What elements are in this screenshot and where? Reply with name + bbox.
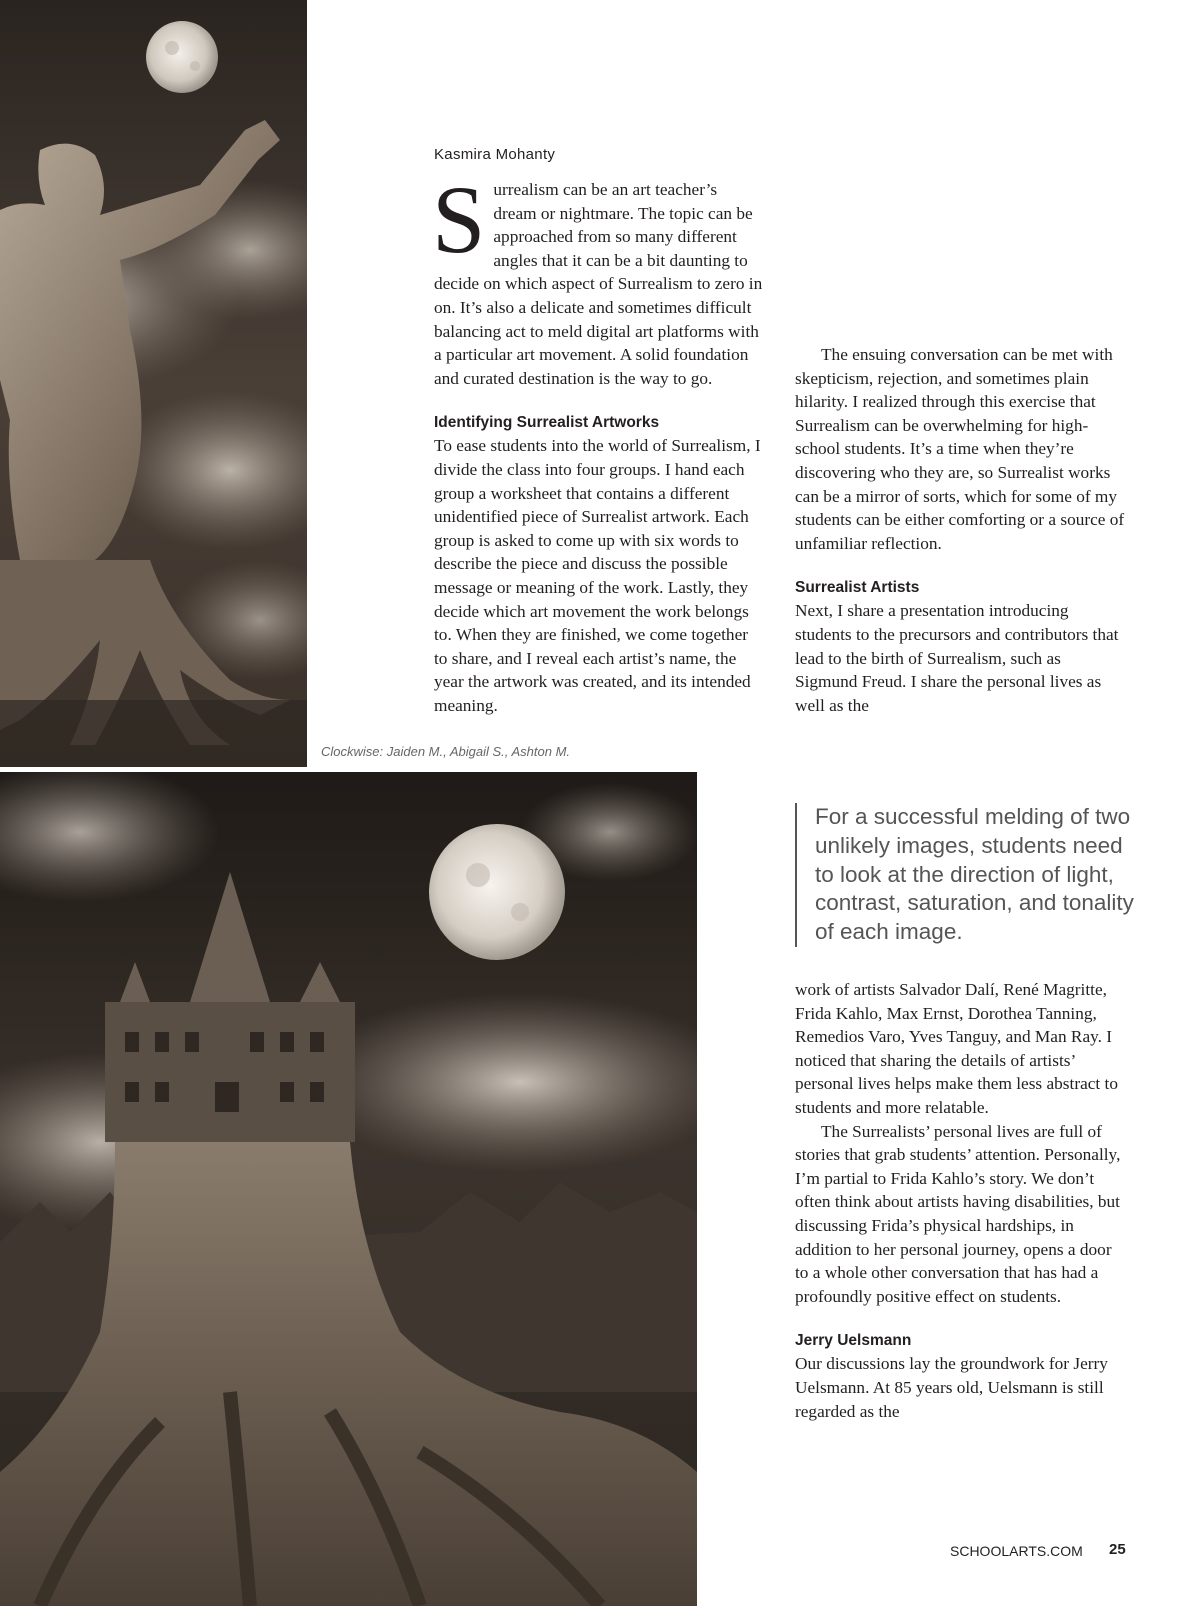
section1-paragraph-2: The ensuing conversation can be met with skepticism, rejection, and sometimes plain hilarity. I realized through this exercise that Surrealism can be overwhelming for high-school students. It’s a time when they’re discovering who they are, so Surrealist works can be a mirror of sorts, which for some of my students can be either comforting or a source of unfamiliar reflection. <box>795 345 1125 553</box>
intro-text: urrealism can be an art teacher’s dream or nightmare. The topic can be approached from so many different angles that it can be a bit daunting to decide on which aspect of Surrealism to zero in on. It’s also a delicate and sometimes difficult balancing act to meld digital art platforms with a particular art movement. A solid foundation and curated destination is the way to go. <box>434 180 763 388</box>
statue-artwork-image <box>0 0 307 767</box>
section2-paragraph-1-top: Next, I share a presentation introducing students to the precursors and contributors that lead to the birth of Surrealism, such as Sigmund Freud. I share the personal lives as well as the <box>795 601 1119 715</box>
section2-paragraph-1-bottom: work of artists Salvador Dalí, René Magritte, Frida Kahlo, Max Ernst, Dorothea Tanning, Remedios Varo, Yves Tanguy, and Man Ray. I noticed that sharing the details of artists’ personal lives helps make them less abstract to students and more relatable. <box>795 980 1118 1117</box>
drop-cap: S <box>432 166 486 273</box>
section-heading-identifying: Identifying Surrealist Artworks <box>434 414 660 432</box>
author-byline: Kasmira Mohanty <box>434 146 556 163</box>
section3-paragraph-1: Our discussions lay the groundwork for Jerry Uelsmann. At 85 years old, Uelsmann is still regarded as the <box>795 1354 1108 1421</box>
pull-quote: For a successful melding of two unlikely images, students need to look at the direction of light, contrast, saturation, and tonality of each image. <box>795 803 1145 947</box>
section-heading-uelsmann: Jerry Uelsmann <box>795 1332 912 1350</box>
section-heading-artists: Surrealist Artists <box>795 579 920 597</box>
image-caption: Clockwise: Jaiden M., Abigail S., Ashton M. <box>321 744 571 759</box>
section1-paragraph-1: To ease students into the world of Surrealism, I divide the class into four groups. I hand each group a worksheet that contains a different unidentified piece of Surrealist artwork. Each group is asked to come up with six words to describe the piece and discuss the possible message or meaning of the work. Lastly, they decide which art movement the work belongs to. When they are finished, we come together to share, and I reveal each artist’s name, the year the artwork was created, and its intended meaning. <box>434 436 761 715</box>
footer-website: SCHOOLARTS.COM <box>950 1543 1083 1559</box>
article-column-right-top <box>795 178 1125 717</box>
page-number: 25 <box>1109 1541 1126 1558</box>
castle-artwork-image <box>0 772 697 1606</box>
intro-paragraph <box>432 166 764 390</box>
section2-paragraph-2: The Surrealists’ personal lives are full of stories that grab students’ attention. Personally, I’m partial to Frida Kahlo’s story. We don’t often think about artists having disabilities, but discussing Frida’s physical hardships, in addition to her personal journey, opens a door to a whole other conversation that has had a profoundly positive effect on students. <box>795 1121 1121 1306</box>
article-column-right-bottom <box>795 978 1125 1423</box>
article-column-left <box>432 166 764 740</box>
